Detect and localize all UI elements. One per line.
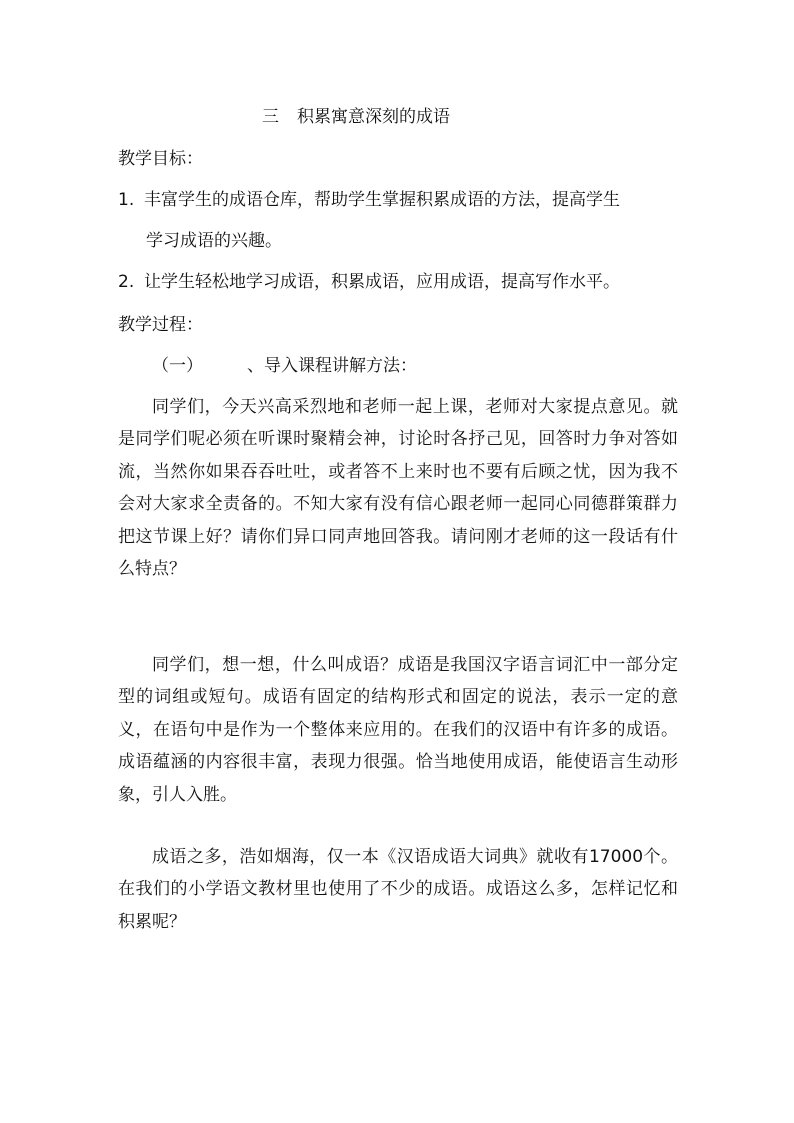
document-title xyxy=(262,105,450,129)
objective-item-2 xyxy=(118,270,620,294)
objective-number: 2. xyxy=(118,272,135,292)
process-heading: 教学过程： xyxy=(118,315,203,335)
objectives-heading: 教学目标： xyxy=(118,149,203,169)
step-text: 、导入课程讲解方法： xyxy=(247,356,417,376)
step-label: （一） xyxy=(152,356,203,376)
step-heading xyxy=(152,354,417,378)
title-number: 三 xyxy=(262,107,279,127)
objective-item-1 xyxy=(118,188,620,212)
objective-text: 让学生轻松地学习成语，积累成语，应用成语，提高写作水平。 xyxy=(144,272,620,292)
paragraph-definition: 同学们，想一想，什么叫成语？成语是我国汉字语言词汇中一部分定型的词组或短句。成语有固定的结构形式和固定的说法，表示一定的意义，在语句中是作为一个整体来应用的。在我们的汉语中有许多的成语。成语蕴涵的内容很丰富，表现力很强。恰当地使用成语，能使语言生动形象，引人入胜。 xyxy=(118,655,678,805)
title-text: 积累寓意深刻的成语 xyxy=(297,107,450,127)
objective-number: 1. xyxy=(118,190,135,210)
paragraph-question: 成语之多，浩如烟海，仅一本《汉语成语大词典》就收有17000个。在我们的小学语文教材里也使用了不少的成语。成语这么多，怎样记忆和积累呢？ xyxy=(118,847,678,932)
objective-item-1-continued: 学习成语的兴趣。 xyxy=(146,231,282,251)
objective-text: 丰富学生的成语仓库，帮助学生掌握积累成语的方法，提高学生 xyxy=(144,190,620,210)
paragraph-intro: 同学们，今天兴高采烈地和老师一起上课，老师对大家提点意见。就是同学们呢必须在听课时聚精会神，讨论时各抒己见，回答时力争对答如流，当然你如果吞吞吐吐，或者答不上来时也不要有后顾之忧，因为我不会对大家求全责备的。不知大家有没有信心跟老师一起同心同德群策群力把这节课上好？请你们异口同声地回答我。请问刚才老师的这一段话有什么特点？ xyxy=(118,397,678,580)
